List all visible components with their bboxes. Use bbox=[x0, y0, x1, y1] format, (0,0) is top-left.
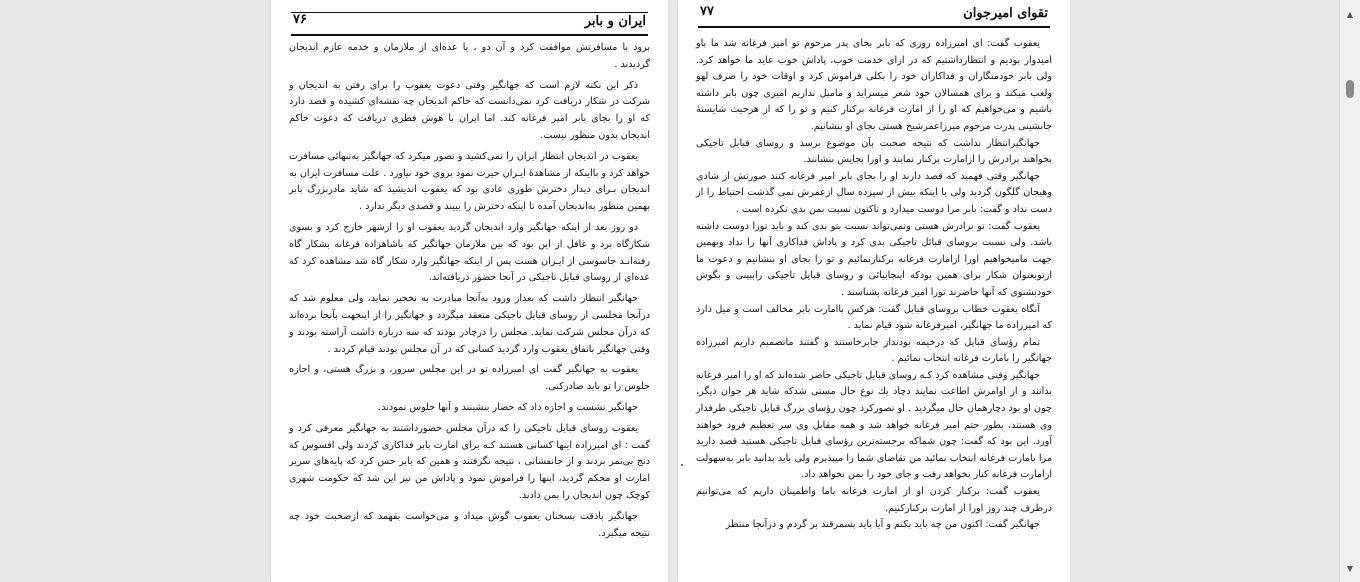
paragraph: آنگاه یعقوب خطاب بروسای قبایل گفت: هرکس باامارت بابر مخالف است و میل دارد که امیرزاده ما جهانگیر، امیرفرغانه شود قیام نماید . bbox=[696, 303, 1052, 332]
vertical-scrollbar[interactable] bbox=[1339, 0, 1360, 582]
paragraph: یعقوب روسای قبایل تاجیکی را که درآن مجلس حضورداشتند به جهانگیر معرفی کرد و گفت : ای امیرزاده اینها کسانی هستند کـه برای امارت بابر فداکاری کردند ولی افسوس که دنج بی‌ثمر بردند و از جانفشانی ، نتیجه نگرفتند و همین که بابر حس کرد که پایه‌های سریر امارت او محکم گردید، اینها را فراموش نمود و پاداش من نیز این شد که حکومت شهری کوچک چون اندیجان را بمن دادند. bbox=[289, 422, 650, 501]
paragraph: یعقوب به جهانگیر گفت ای امیرزاده تو در این مجلس سرور، و بزرگ هستی، و اجازه جلوس را تو باید صادرکنی. bbox=[289, 364, 650, 393]
right-page bbox=[678, 0, 1070, 582]
right-page-header bbox=[698, 6, 1050, 28]
left-page-title: ایران و بابر bbox=[584, 14, 646, 29]
paragraph: یعقوب گفت: ای امیرزاده روزی که بابر بجای پدر مرحوم تو امیر فرغانه شد ما باو امیدوار بودیم و انتظارداشتیم که در ازای خدمت خوب، پاداش خوب عاید ما خواهد کرد. ولی بابر خودمتگاران و فداکاران خود را بکلی فراموش کرد و اوقات خود را صرف لهو ولعب میکند و برای همسالان خود شعر میسراید و مامیل نداریم امیری چون بابر داشته باشیم و می‌خواهیم که او را از امارت فرغانه برکنار کنیم و تو را که از هرحیث شایستهٔ جانشینی پدرت مرحوم میرزاعمرشیخ هستی بجای او بنشانیم. bbox=[696, 38, 1052, 132]
paragraph: تمام رؤسای قبایل که درخیمه بودنداز جابرخاستند و گفتند ماتصمیم داریم امیرزاده جهانگیر را بامارت فرغانه انتخاب نمائیم . bbox=[696, 336, 1052, 365]
paragraph: جهانگیر نشست و اجازه داد که حضار بنشینند و آنها جلوس نمودند. bbox=[378, 401, 638, 413]
scroll-up-icon[interactable]: ▲ bbox=[1346, 10, 1354, 19]
left-page-number: ۷۶ bbox=[293, 12, 307, 27]
paragraph: جهانگیر وقتی مشاهده کرد کـه روسای قبایل تاجیکی حاضر شده‌اند که او را امیر فرغانه بدانند و از اوامرش اطاعت نمایند دچاد یك نوع حال مستی شدکه شاید هر جوان دیگر، چون او بود دچارهمان حال میگردید . او تصورکرد چون رؤسای بزرگ قبایل تاجیکی طرفدار وی هستند، بطور حتم امیر فرغانه خواهد شد و همه مقابل وی سر تعظیم فرود خواهند آورد. این بود که گفت: چون شماکه برجسته‌ترین رؤسای قبایل تاجیکی هستید قصد دارید مرا بامارت فرغانه انتخاب نمائید من تقاضای شما را میپذیرم ولی باید بدانید بابر به‌سهولت ازامارت فرغانه کنار نخواهد رفت و جای خود را بمن نخواهد داد. bbox=[696, 369, 1052, 481]
paragraph: دو روز بعد از اینکه جهانگیر وارد اندیجان گردید یعقوب او را ازشهر خارج کرد و بسوی شکارگاه برد و غافل از این بود که بین ملازمان جهانگیر که باشاهزاده فرغانه بشکار گاه رفته‌انـد جاسوسی از ایـران هست پس از اینکه جهانگیر وارد شکار گاه شد مشاهده کرد که عده‌ای از روسای قبایل تاجیکی در آنجا حضور دریافته‌اند. bbox=[289, 221, 650, 284]
paragraph: یعقوب در اندیجان انتظار ایران را نمی‌کشید و تصور میکرد که جهانگیر به‌تنهائی مسافرت خواهد کرد و بااینکه از مشاهدهٔ ایـران حیرت نمود بروی خود نیاورد . علت مسافرت ایران به اندیجان بـرای دیدار دخترش طوری عادی بود که یعقوب اندیشید که شاید مادربزرگ بابر بهمین منظور به‌اندیجان آمده تا اینکه دخترش را ببیند و قصدی دیگر ندارد . bbox=[289, 150, 650, 213]
paragraph: جهانگیر باذقت بسخنان یعقوب گوش میداد و می‌خواست بفهمد که ازصحبت خود چه نتیجه میگیرد. bbox=[289, 510, 650, 539]
left-page bbox=[271, 0, 668, 582]
header-top-rule bbox=[291, 12, 648, 13]
paragraph: جهانگیرانتظار نداشت که نتیجه صحبت بآن موضوع برسد و روسای قبایل تاجیکی بخواهند برادرش را ازامارت برکنار نمایند و اورا بجایش بنشانند. bbox=[696, 137, 1052, 166]
paragraph: جهانگیر انتظار داشت که بعداز ورود به‌آنجا مبادرت به نخجیر نماید، ولی معلوم شد که درآنجا مجلسی از روسای قبایل تاجیکی منعقد میگردد و جهانگیر را از اینجهت بآنجا برده‌اند که درآن مجلس شرکت نماید. مجلس را درچادر بودند که سه درباره داشت آراسته بودند و وقتی جهانگیر باتفاق یعقوب وارد گردید کسانی که در آن مجلس بودند قیام کردند . bbox=[289, 293, 650, 355]
right-page-title: تقوای امیرجوان bbox=[963, 6, 1048, 21]
paragraph: برود با مسافرتش موافقت کرد و آن دو ، با عده‌ای از ملازمان و خدمه عازم اندیجان گردیدند . bbox=[289, 42, 650, 70]
paragraph: یعقوب گفت: تو برادرش هستی ونمی‌تواند نسبت بتو بدی کند و باید تورا دوست داشته باشد. ولی نسبت بروسای قبائل تاجیکی بدی کرد و پاداش فداکاری آنها را نداد وبهمین جهت مامیخواهیم اورا ازامارت فرغانه برکنارنمائیم و تو را بجای او بنشانیم و دعوت ما ازتوبعنوان شکار برای همین بودکه اینجابیائی و روسای قبایل تاجیکی راببینی و بگوش خودبشنوی که آنها حاضرند تورا امیر فرغانه بشناسند . bbox=[696, 220, 1052, 298]
paragraph: ذکر این نکته لازم است که جهانگیر وقتی دعوت یعقوب را برای رفتن به اندیجان و شرکت در شکار دریافت کرد نمی‌دانست که حاکم اندیجان چه نقشه‌ای کشیده و قصد دارد که او را بجای بابر امیر فرغانه کند. اما ایران با هوش فطری دریافت که دعوت حاکم اندیجان بدون منظور نیست. bbox=[289, 79, 650, 141]
paragraph: یعقوب گفت: برکنار کردن او از امارت فرغانه باما واطمینان داریم که می‌توانیم درظرف چند روز اورا از امارت برکنارکنیم. bbox=[696, 486, 1052, 514]
scrollbar-thumb[interactable] bbox=[1346, 80, 1354, 98]
left-page-header bbox=[291, 14, 648, 36]
right-page-number: ۷۷ bbox=[700, 4, 714, 19]
scan-speck bbox=[681, 464, 683, 466]
paragraph: جهانگیر وقتی فهمید که قصد دارند او را بجای بابر امیر فرغانه کنند صورتش از شادی وهیجان گلگون گردید ولی با اینکه بیش از سیزده سال ازعمرش نمی گذشت احتیاط را از دست نداد و گفت: بابر مرا دوست میدارد و تاکنون نسبت بمن بدی نکرده است . bbox=[696, 170, 1052, 215]
paragraph: جهانگیر گفت: اکنون من چه باید بکنم و آیا باید بسمرقند بر گردم و درآنجا منتظر bbox=[725, 519, 1040, 531]
left-page-body bbox=[289, 40, 650, 582]
right-page-body bbox=[696, 36, 1052, 582]
scroll-down-icon[interactable]: ▼ bbox=[1346, 564, 1354, 573]
